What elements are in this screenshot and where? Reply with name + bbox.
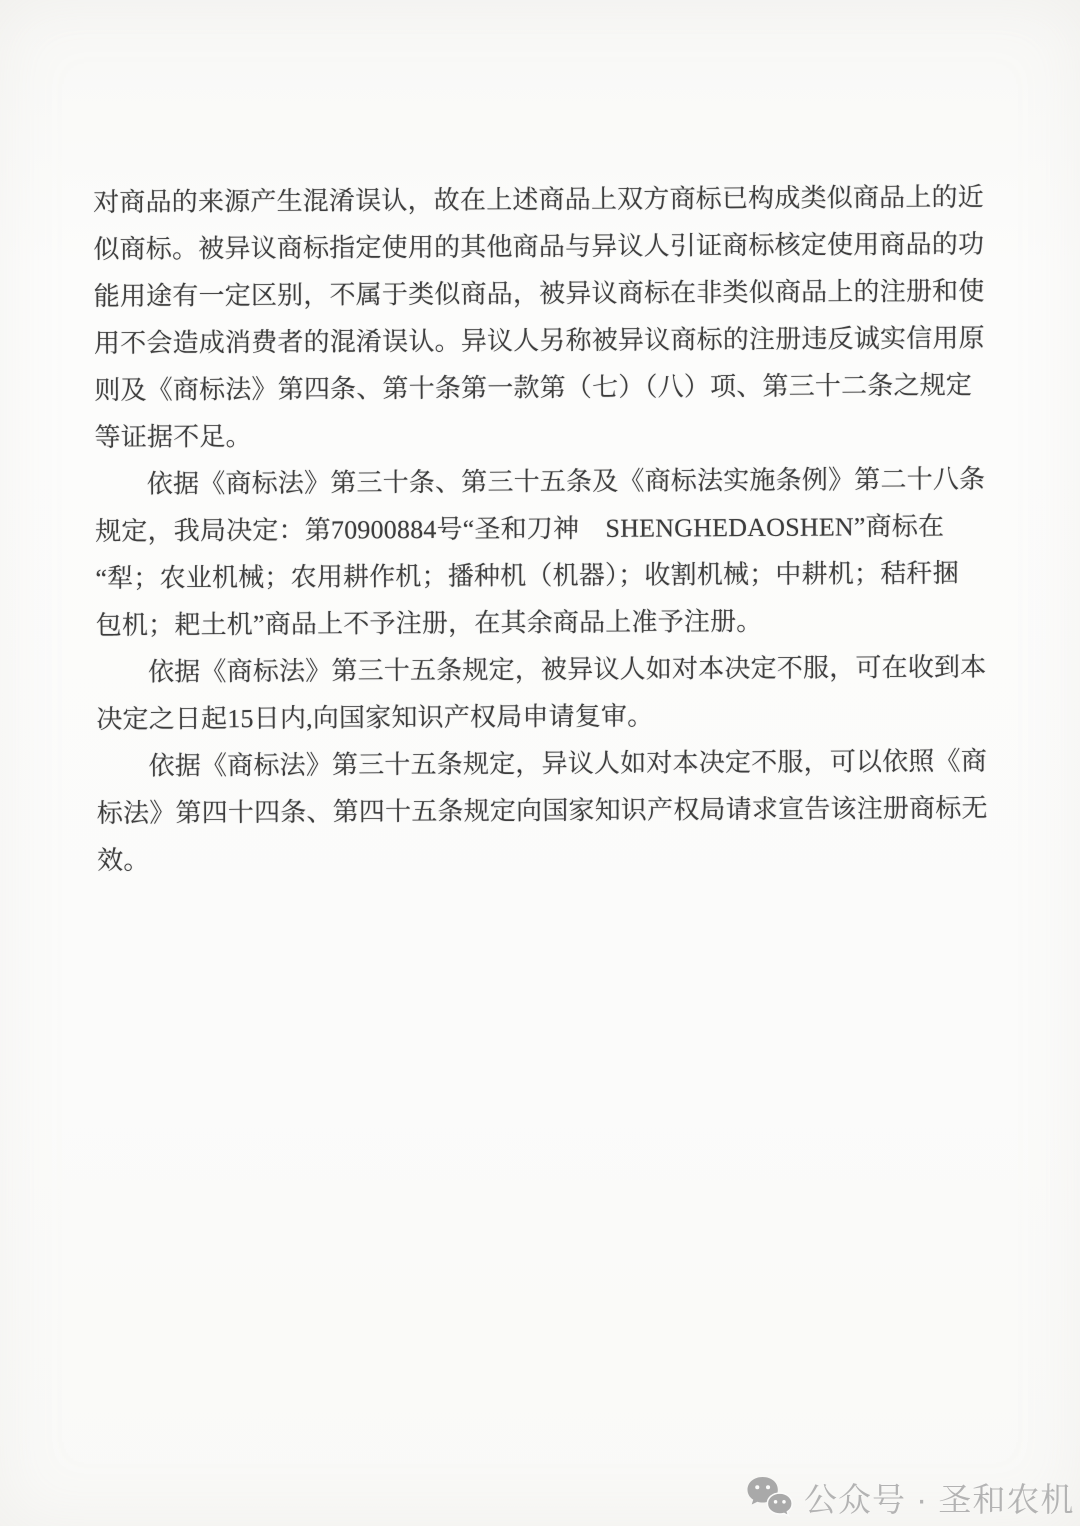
watermark-label: 公众号 · 圣和农机 [804,1481,1075,1518]
text-line: 依据《商标法》第三十条、第三十五条及《商标法实施条例》第二十八条 [146,464,986,499]
text-line: 包机；耙土机”商品上不予注册，在其余商品上准予注册。 [95,606,763,640]
text-line: 等证据不足。 [94,422,252,452]
text-line: “犁；农业机械；农用耕作机；播种机（机器）；收割机械；中耕机；秸秆捆 [95,558,959,593]
text-line: 能用途有一定区别，不属于类似商品，被异议商标在非类似商品上的注册和使 [93,276,985,311]
text-line: 标法》第四十四条、第四十五条规定向国家知识产权局请求宣告该注册商标无 [96,793,988,828]
watermark [746,1474,1074,1521]
text-line: 似商标。被异议商标指定使用的其他商品与异议人引证商标核定使用商品的功 [93,229,985,264]
wechat-icon [746,1476,793,1520]
text-line: 用不会造成消费者的混淆误认。异议人另称被异议商标的注册违反诚实信用原 [93,323,985,358]
text-line: 对商品的来源产生混淆误认，故在上述商品上双方商标已构成类似商品上的近 [93,182,985,217]
document-body [93,173,1002,884]
text-line: 效。 [97,845,150,875]
text-line: 规定，我局决定：第70900884号“圣和刀神 SHENGHEDAOSHEN”商标在 [95,511,945,546]
text-line: 依据《商标法》第三十五条规定，异议人如对本决定不服，可以依照《商 [148,746,988,781]
text-line: 依据《商标法》第三十五条规定，被异议人如对本决定不服，可在收到本 [147,652,987,687]
text-line: 决定之日起15日内,向国家知识产权局申请复审。 [96,701,654,734]
text-line: 则及《商标法》第四条、第十条第一款第（七）（八）项、第三十二条之规定 [94,370,973,405]
